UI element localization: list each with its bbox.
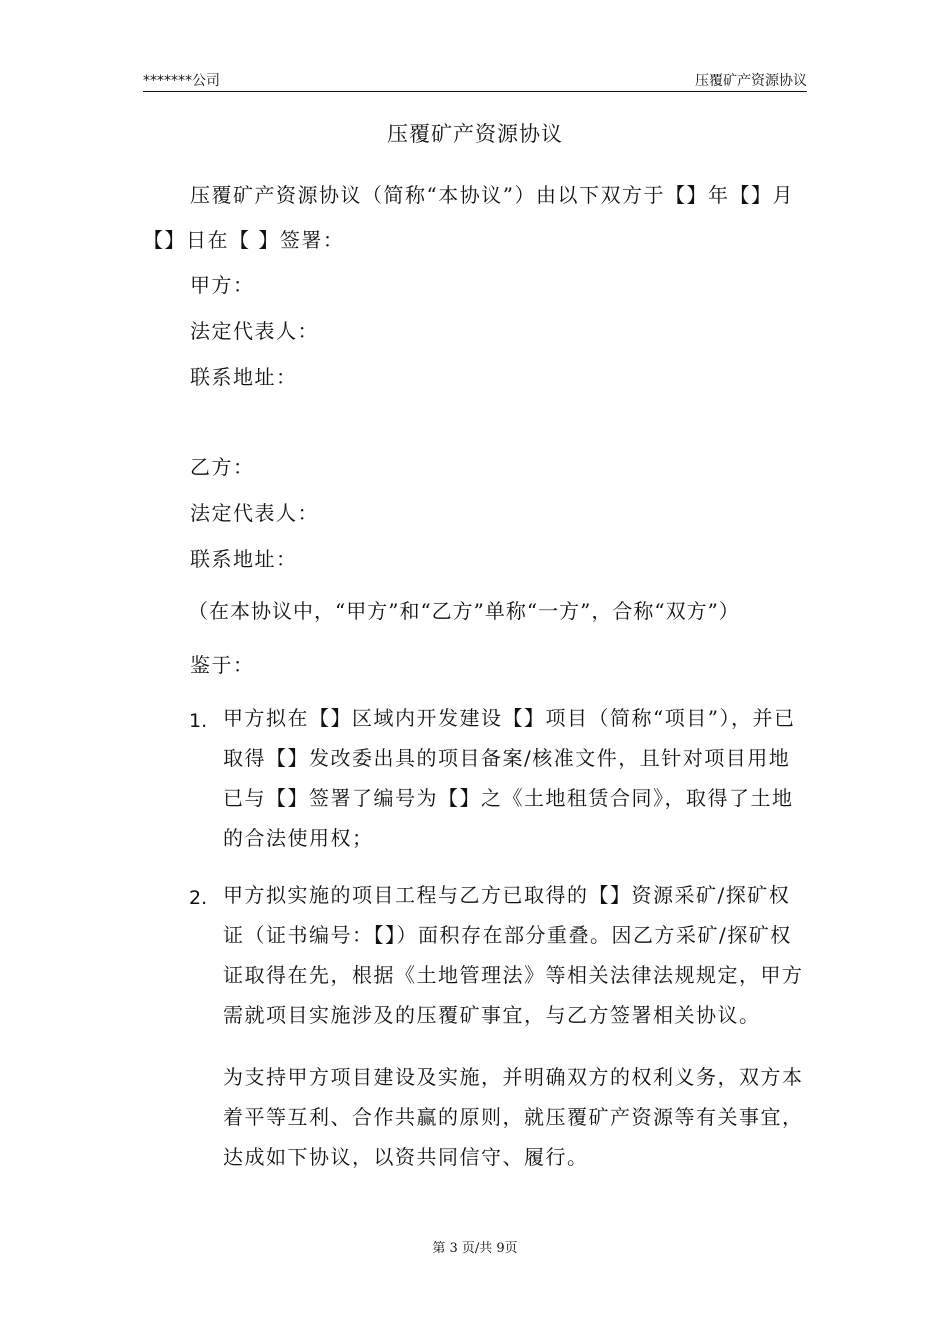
party-b-address: 联系地址： [190,547,298,571]
party-a-label: 甲方： [190,273,255,297]
whereas-item-1: 甲方拟在【】区域内开发建设【】项目（简称“项目”），并已取得【】发改委出具的项目备案/核准文件，且针对项目用地已与【】签署了编号为【】之《土地租赁合同》，取得了土地的合法使用权； [223,706,796,850]
definitions-note: （在本协议中，“甲方”和“乙方”单称“一方”，合称“双方”） [188,599,740,623]
item-number: 1. [189,710,208,732]
party-a-representative: 法定代表人： [190,319,319,343]
item-number: 2. [189,887,208,909]
party-b-label: 乙方： [190,455,255,479]
intro-paragraph: 压覆矿产资源协议（简称“本协议”）由以下双方于【】年【】月【】日在【 】签署： [143,183,794,252]
party-b-representative: 法定代表人： [190,501,319,525]
header-doc-name: 压覆矿产资源协议 [695,73,807,89]
header-divider [143,91,807,92]
page-footer: 第 3 页/共 9页 [432,1241,518,1256]
closing-paragraph: 为支持甲方项目建设及实施，并明确双方的权利义务，双方本着平等互利、合作共赢的原则，就压覆矿产资源等有关事宜，达成如下协议，以资共同信守、履行。 [223,1065,804,1169]
whereas-heading: 鉴于： [190,653,255,677]
party-a-address: 联系地址： [190,365,298,389]
header-company: *******公司 [143,73,220,89]
whereas-item-2: 甲方拟实施的项目工程与乙方已取得的【】资源采矿/探矿权证（证书编号：【】）面积存在部分重叠。因乙方采矿/探矿权证取得在先，根据《土地管理法》等相关法律法规规定，甲方需就项目实施涉及的压覆矿事宜，与乙方签署相关协议。 [223,883,804,1027]
document-title: 压覆矿产资源协议 [387,122,563,146]
